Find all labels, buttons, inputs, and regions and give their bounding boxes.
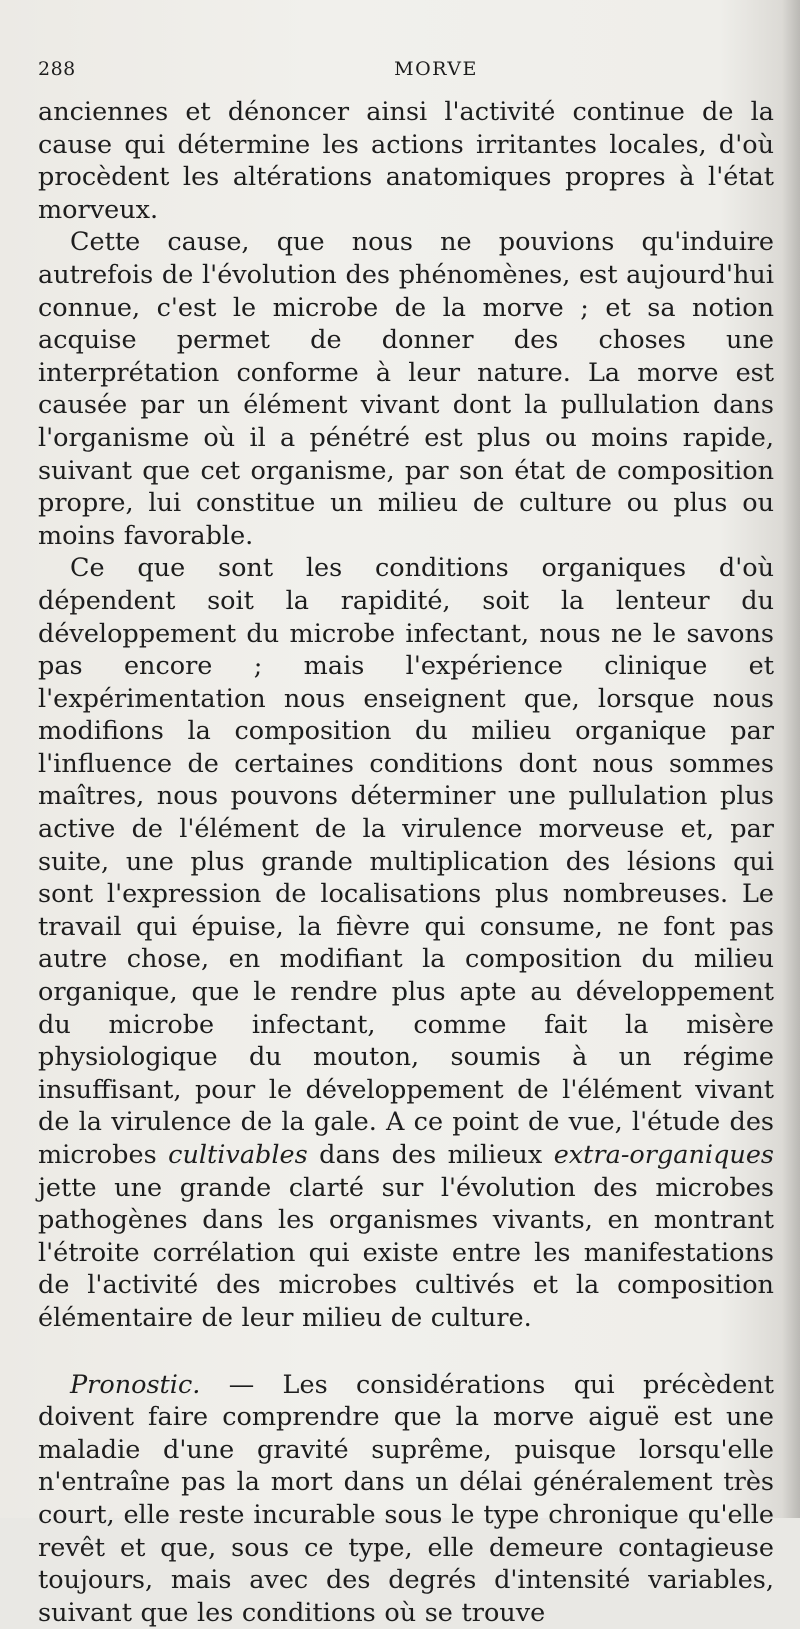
paragraph-3-text-a: Ce que sont les conditions organiques d'où dépendent soit la rapidité, soit la lenteur du développement du microbe infectant, nous ne le savons pas encore ; mais l'expérience clinique et l'expérimentation nous enseignent que, lorsque nous modifions la composition du milieu organique par l'influence de certaines conditions dont nous sommes maîtres, nous pouvons déterminer une pullulation plus active de l'élément de la virulence morveuse et, par suite, une plus grande multiplication des lésions qui sont l'expression de localisations plus nombreuses. Le travail qui épuise, la fièvre qui consume, ne font pas autre chose, en modifiant la composition du milieu organique, que le rendre plus apte au développement du microbe infectant, comme fait la misère physiologique du mouton, soumis à un régime insuffisant, pour le développement de l'élément vivant de la virulence de la gale. A ce point de vue, l'étude des microbes xyxy=(38,553,774,1170)
paragraph-1: anciennes et dénoncer ainsi l'activité continue de la cause qui détermine les actions irritantes locales, d'où procèdent les altérations anatomiques propres à l'état morveux. xyxy=(38,97,774,225)
paragraph-pronostic xyxy=(38,1369,774,1629)
paragraph-3 xyxy=(38,552,774,1334)
page-number: 288 xyxy=(38,58,76,80)
em-dash: — xyxy=(200,1369,283,1400)
section-heading-pronostic: Pronostic. xyxy=(70,1369,201,1400)
page-edge-shadow xyxy=(782,0,800,1518)
running-head xyxy=(38,54,774,90)
paragraph-3-text-c: jette une grande clarté sur l'évolution des microbes pathogènes dans les organismes vivants, en montrant l'étroite corrélation qui existe entre les manifestations de l'activité des microbes cultivés et la composition élémentaire de leur milieu de culture. xyxy=(38,1172,774,1333)
paragraph-pronostic-text: Les considérations qui précèdent doivent faire comprendre que la morve aiguë est une maladie d'une gravité suprême, puisque lorsqu'elle n'entraîne pas la mort dans un délai généralement très court, elle reste incurable sous le type chronique qu'elle revêt et que, sous ce type, elle demeure contagieuse toujours, mais avec des degrés d'intensité variables, suivant que les conditions où se trouve xyxy=(38,1369,775,1628)
paragraph-3-text-b: dans des milieux xyxy=(319,1140,543,1170)
paragraph-3-emphasis-1: cultivables xyxy=(168,1140,308,1170)
paragraph-2: Cette cause, que nous ne pouvions qu'induire autrefois de l'évolution des phénomènes, est aujourd'hui connue, c'est le microbe de la morve ; et sa notion acquise permet de donner des choses une interprétation conforme à leur nature. La morve est causée par un élément vivant dont la pullulation dans l'organisme où il a pénétré est plus ou moins rapide, suivant que cet organisme, par son état de composition propre, lui constitue un milieu de culture ou plus ou moins favorable. xyxy=(38,227,774,551)
paragraph-3-emphasis-2: extra-organiques xyxy=(553,1140,775,1170)
section-gap xyxy=(38,1335,774,1369)
running-title: MORVE xyxy=(394,58,478,80)
